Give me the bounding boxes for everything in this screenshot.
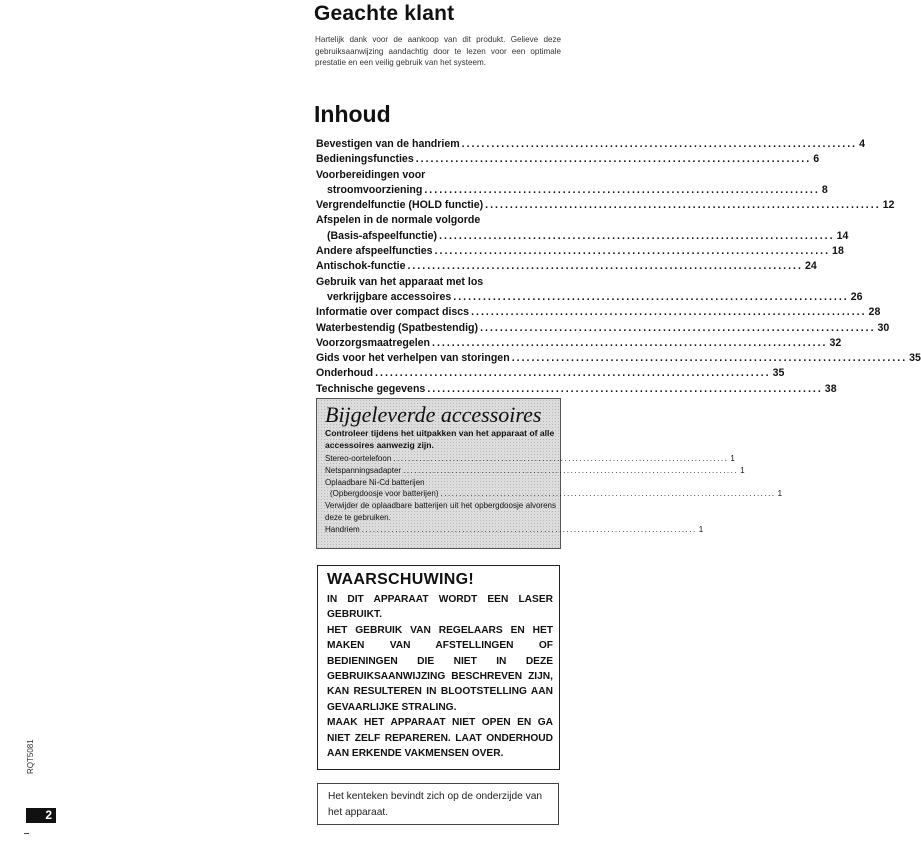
greeting-title: Geachte klant xyxy=(314,2,455,25)
toc-page-number: 24 xyxy=(804,260,817,273)
toc-leader-dots: ................................................................................ xyxy=(407,260,803,273)
toc-entry-text: Informatie over compact discs xyxy=(316,306,470,319)
warning-text: IN DIT APPARAAT WORDT EEN LASER GEBRUIKT. HET GEBRUIK VAN REGELAARS EN HET MAKEN VAN AFSTELLINGEN OF BEDIENINGEN DIE NIET IN DEZE GEBRUIKSAANWIJZING BESCHREVEN ZIJN, KAN RESULTEREN IN BLOOTSTELLING AAN GEVAARLIJKE STRALING. MAAK HET APPARAAT NIET OPEN EN GA NIET ZELF REPAREREN. LAAT ONDERHOUD AAN ERKENDE VAKMENSEN OVER. xyxy=(327,594,553,760)
accessories-title: Bijgeleverde accessoires xyxy=(325,402,542,427)
accessory-leader-dots: .......................................................................................... xyxy=(361,524,697,534)
toc-leader-dots: ................................................................................ xyxy=(427,382,823,395)
toc-entry xyxy=(316,321,890,336)
toc-page-number: 32 xyxy=(829,336,842,349)
accessory-leader-dots: .......................................................................................... xyxy=(393,454,729,463)
toc-leader-dots: ................................................................................ xyxy=(432,336,828,349)
toc-entry xyxy=(316,168,560,183)
accessory-quantity: 1 xyxy=(777,489,783,499)
page-number: 2 xyxy=(26,808,56,823)
accessory-item-text: Handriem xyxy=(325,524,360,534)
toc-entry xyxy=(316,198,895,213)
toc-leader-dots: ................................................................................ xyxy=(511,352,908,365)
toc-entry xyxy=(316,305,881,320)
toc-leader-dots: ................................................................................ xyxy=(461,138,858,150)
toc-entry-text: Technische gegevens xyxy=(316,382,426,395)
toc-page-number: 38 xyxy=(824,382,837,395)
toc-leader-dots: ................................................................................ xyxy=(439,229,835,242)
toc-page-number: 4 xyxy=(859,138,866,150)
accessory-leader-dots: .......................................................................................... xyxy=(403,465,739,475)
toc-entry xyxy=(316,183,828,198)
accessory-item-text: Verwijder de oplaadbare batterijen uit het opbergdoosje alvorens deze te gebruiken. xyxy=(325,501,556,522)
accessory-leader-dots: .......................................................................................... xyxy=(440,489,776,499)
toc-page-number: 18 xyxy=(832,245,844,258)
toc-entry-text: Voorzorgsmaatregelen xyxy=(316,336,431,349)
divider xyxy=(24,833,29,834)
toc-entry xyxy=(316,213,560,228)
accessory-item-text: Oplaadbare Ni-Cd batterijen xyxy=(325,477,425,487)
table-of-contents xyxy=(316,137,921,397)
toc-entry-text: stroomvoorziening xyxy=(327,183,423,196)
accessory-item xyxy=(325,453,735,465)
greeting-text: Hartelijk dank voor de aankoop van dit produkt. Gelieve deze gebruiksaanwijzing aandachtig door te lezen voor een optimale prestatie en een veilig gebruik van het systeem. xyxy=(315,35,561,68)
toc-page-number: 35 xyxy=(772,367,785,380)
toc-entry xyxy=(316,259,817,274)
toc-leader-dots: ................................................................................ xyxy=(480,321,876,334)
accessory-item-text: (Opbergdoosje voor batterijen) xyxy=(330,489,439,499)
accessories-box xyxy=(316,398,783,549)
toc-leader-dots: ................................................................................ xyxy=(434,245,831,258)
toc-entry xyxy=(316,366,785,381)
toc-page-number: 12 xyxy=(882,199,895,212)
toc-entry-text: Waterbestendig (Spatbestendig) xyxy=(316,321,479,334)
accessory-quantity: 1 xyxy=(740,465,745,475)
toc-entry xyxy=(316,152,820,167)
warning-title: WAARSCHUWING! xyxy=(327,571,474,588)
toc-page-number: 30 xyxy=(877,321,890,334)
document-code: RQT5081 xyxy=(26,739,35,774)
toc-page-number: 6 xyxy=(813,153,820,166)
toc-entry-text: Andere afspeelfuncties xyxy=(316,245,433,258)
toc-entry-text: verkrijgbare accessoires xyxy=(327,290,452,303)
toc-leader-dots: ................................................................................ xyxy=(471,306,867,319)
toc-entry-text: (Basis-afspeelfunctie) xyxy=(327,229,438,242)
toc-entry-text: Gids voor het verhelpen van storingen xyxy=(316,352,510,365)
toc-entry-text: Onderhoud xyxy=(316,367,374,380)
toc-page-number: 14 xyxy=(836,229,849,242)
accessory-item-text: Stereo-oortelefoon xyxy=(325,454,392,463)
accessory-item xyxy=(325,524,704,536)
toc-page-number: 26 xyxy=(850,290,863,303)
toc-title: Inhoud xyxy=(314,101,391,127)
toc-entry xyxy=(316,382,837,397)
note-box xyxy=(317,783,559,825)
toc-entry-text: Vergrendelfunctie (HOLD functie) xyxy=(316,199,484,212)
warning-box xyxy=(317,565,560,770)
accessory-item xyxy=(325,465,745,477)
toc-entry xyxy=(316,290,863,305)
toc-entry xyxy=(316,244,844,259)
toc-leader-dots: ................................................................................ xyxy=(424,183,820,196)
toc-entry-text: Antischok-functie xyxy=(316,260,406,273)
toc-entry-text: Afspelen in de normale volgorde xyxy=(316,214,481,227)
toc-leader-dots: ................................................................................ xyxy=(453,290,849,303)
toc-entry xyxy=(316,137,866,152)
accessory-item-text: Netspanningsadapter xyxy=(325,465,402,475)
accessories-intro: Controleer tijdens het uitpakken van het apparaat of alle accessoires aanwezig zijn. xyxy=(325,428,555,450)
toc-entry-text: Voorbereidingen voor xyxy=(316,168,426,181)
accessory-item xyxy=(325,500,556,524)
accessories-list xyxy=(325,453,783,536)
toc-page-number: 35 xyxy=(909,352,921,365)
accessory-item xyxy=(325,488,783,500)
toc-leader-dots: ................................................................................ xyxy=(375,367,771,380)
toc-leader-dots: ................................................................................ xyxy=(415,153,812,166)
toc-entry xyxy=(316,336,842,351)
toc-page-number: 28 xyxy=(868,306,881,319)
toc-page-number: 8 xyxy=(821,183,828,196)
toc-entry-text: Gebruik van het apparaat met los xyxy=(316,275,484,288)
accessory-item xyxy=(325,477,556,489)
toc-entry-text: Bevestigen van de handriem xyxy=(316,138,460,150)
toc-entry-text: Bedieningsfuncties xyxy=(316,153,414,166)
accessory-quantity: 1 xyxy=(730,454,735,463)
toc-leader-dots: ................................................................................ xyxy=(485,199,881,212)
toc-entry xyxy=(316,275,560,290)
note-text: Het kenteken bevindt zich op de onderzijde van het apparaat. xyxy=(328,791,543,818)
toc-entry xyxy=(316,229,849,244)
toc-entry xyxy=(316,351,921,366)
accessory-quantity: 1 xyxy=(698,524,704,534)
